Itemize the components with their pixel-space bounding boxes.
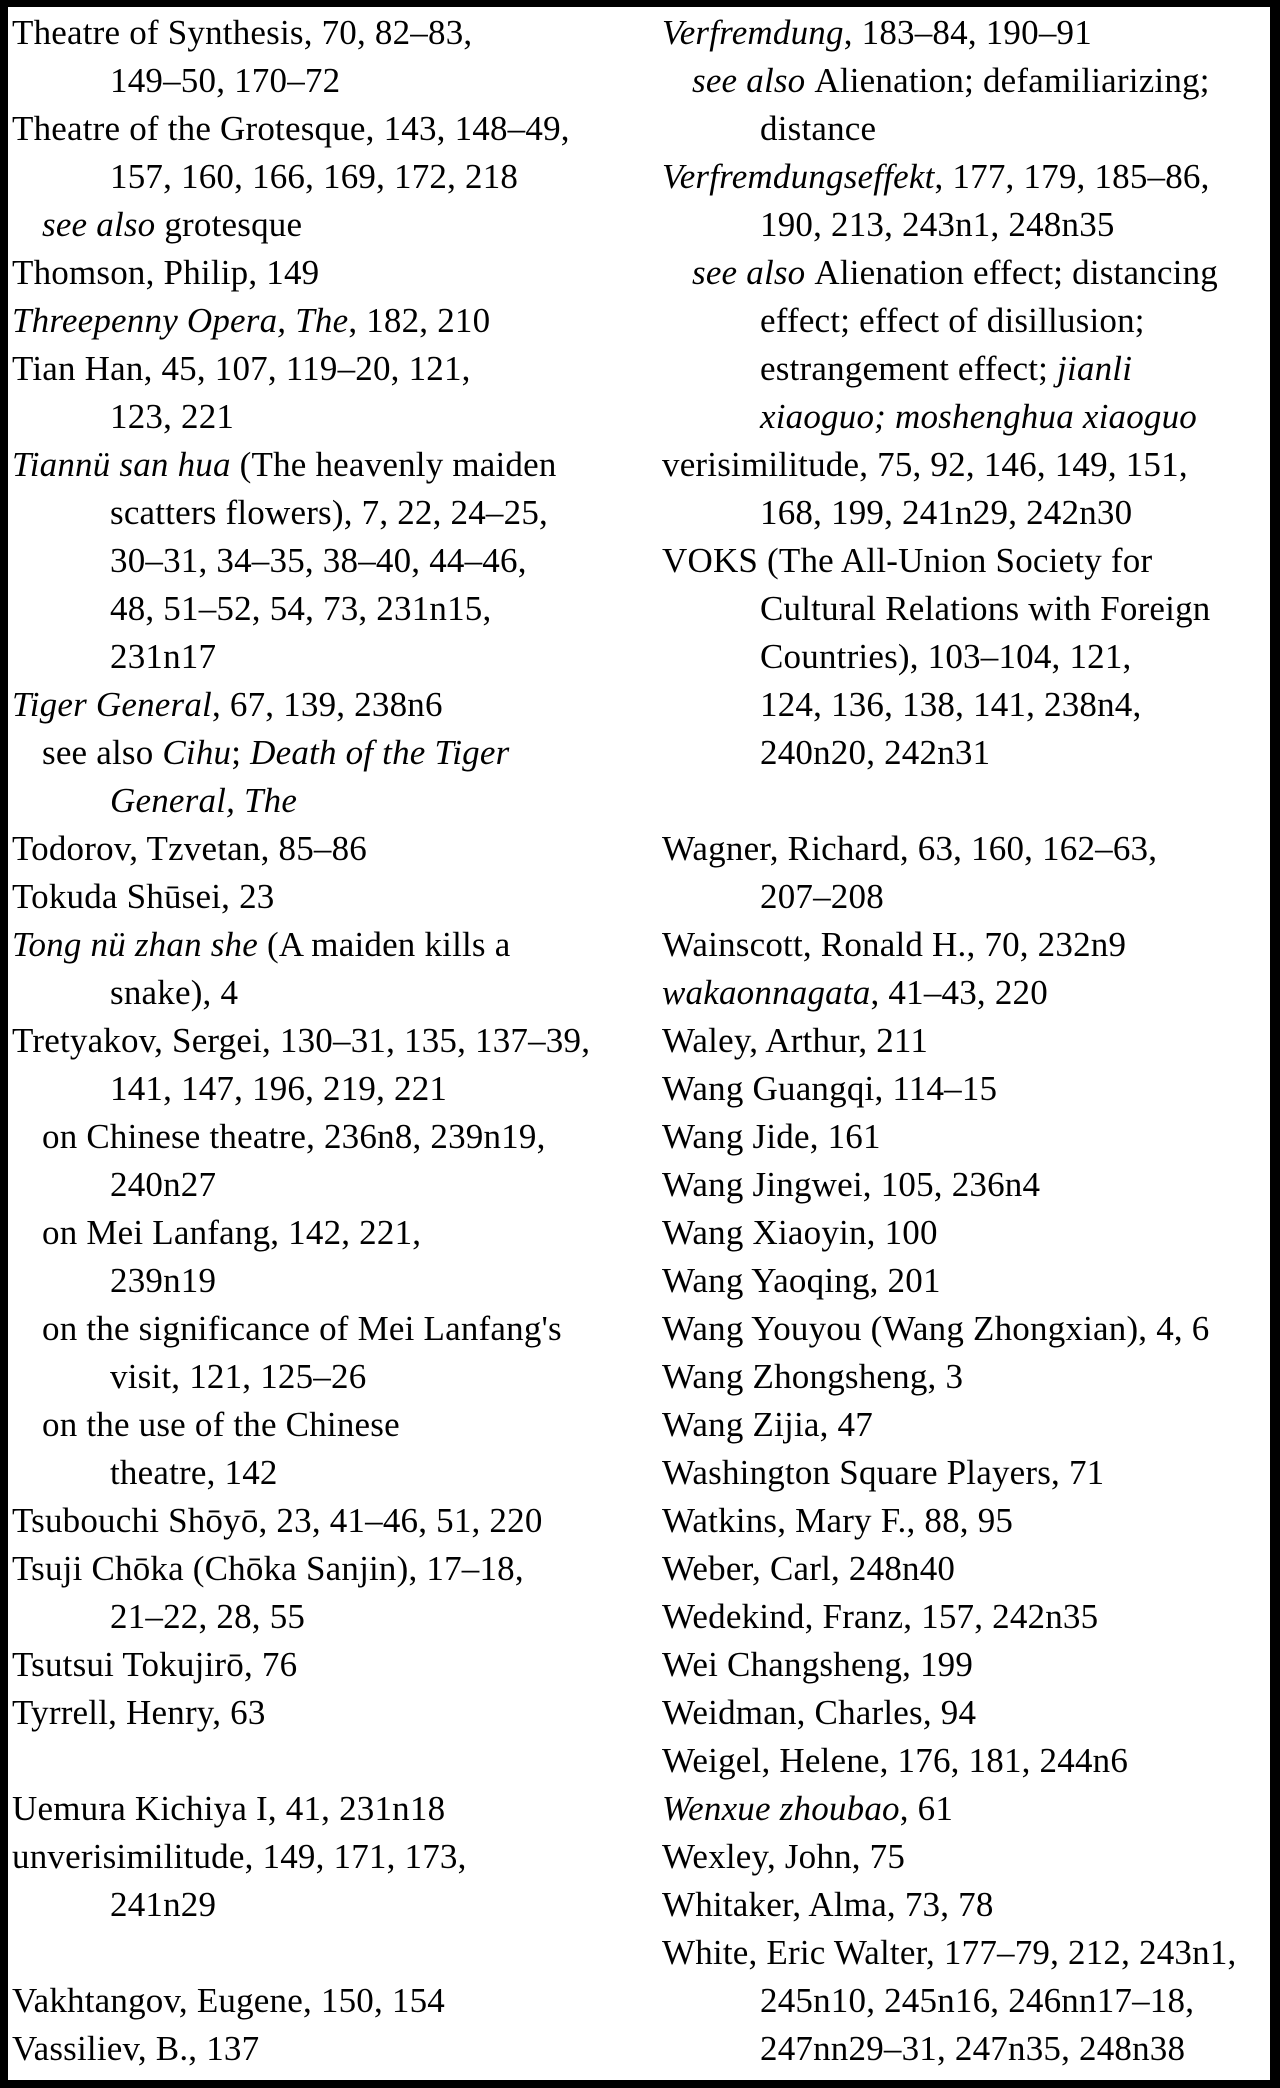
index-text: 157, 160, 166, 169, 172, 218 [110,157,519,196]
index-line [662,393,1270,441]
index-text: Wang Yaoqing, 201 [662,1261,941,1300]
index-text-italic: Wenxue zhoubao [662,1789,900,1828]
index-text: unverisimilitude, 149, 171, 173, [12,1837,467,1876]
index-text: 207–208 [760,877,884,916]
index-text: 239n19 [110,1261,217,1300]
index-line [12,1833,658,1881]
index-line [662,1929,1270,1977]
index-text: 247nn29–31, 247n35, 248n38 [760,2029,1186,2068]
index-text: Cultural Relations with Foreign [760,589,1211,628]
index-text: 245n10, 245n16, 246nn17–18, [760,1981,1195,2020]
index-line [12,681,658,729]
index-line [12,1161,658,1209]
index-line [662,1305,1270,1353]
index-text-italic: Verfremdungseffekt [662,157,935,196]
index-line [662,1785,1270,1833]
index-text: estrangement effect; [760,349,1058,388]
index-text: , 182, 210 [348,301,491,340]
index-text: Theatre of Synthesis, 70, 82–83, [12,13,473,52]
index-line [12,1689,658,1737]
index-text: Tokuda Shūsei, 23 [12,877,275,916]
index-text: Vakhtangov, Eugene, 150, 154 [12,1981,445,2020]
index-line [12,921,658,969]
index-line [12,1785,658,1833]
index-text: 190, 213, 243n1, 248n35 [760,205,1115,244]
index-line [662,1065,1270,1113]
index-text-italic: General, The [110,781,298,820]
index-line [662,1497,1270,1545]
index-line [662,825,1270,873]
index-line [662,249,1270,297]
index-text: Todorov, Tzvetan, 85–86 [12,829,367,868]
index-text: 240n27 [110,1165,217,1204]
index-text-italic: Cihu [162,733,232,772]
index-text: Tretyakov, Sergei, 130–31, 135, 137–39, [12,1021,591,1060]
index-line [12,1641,658,1689]
index-text: 231n17 [110,637,217,676]
index-line [662,1401,1270,1449]
index-text: , 61 [899,1789,954,1828]
index-text: 124, 136, 138, 141, 238n4, [760,685,1142,724]
index-line [662,969,1270,1017]
index-line [12,1401,658,1449]
index-line [12,201,658,249]
index-text-italic: Threepenny Opera, The [12,301,349,340]
index-text: Whitaker, Alma, 73, 78 [662,1885,994,1924]
index-text: verisimilitude, 75, 92, 146, 149, 151, [662,445,1188,484]
index-text: 30–31, 34–35, 38–40, 44–46, [110,541,527,580]
index-text: Tsuji Chōka (Chōka Sanjin), 17–18, [12,1549,524,1588]
index-text-italic: Tiger General [12,685,212,724]
index-text: on the use of the Chinese [42,1405,400,1444]
index-line [662,681,1270,729]
index-line [662,1689,1270,1737]
index-text: (The heavenly maiden [239,445,557,484]
index-line [12,585,658,633]
index-line [662,9,1270,57]
index-text: Weidman, Charles, 94 [662,1693,977,1732]
index-line [662,201,1270,249]
index-line [12,297,658,345]
index-text: Thomson, Philip, 149 [12,253,320,292]
blank-line [12,1737,658,1785]
index-text-italic: see also [42,205,165,244]
index-line [662,921,1270,969]
index-text-italic: Verfremdung [662,13,844,52]
index-line [12,1353,658,1401]
index-line [12,969,658,1017]
index-column-right [662,9,1270,2073]
index-line [662,1209,1270,1257]
index-text: Tsubouchi Shōyō, 23, 41–46, 51, 220 [12,1501,543,1540]
index-text: on Chinese theatre, 236n8, 239n19, [42,1117,546,1156]
index-line [12,537,658,585]
index-text: Wei Changsheng, 199 [662,1645,974,1684]
index-line [12,441,658,489]
index-line [12,1881,658,1929]
index-line [662,1545,1270,1593]
index-text: 149–50, 170–72 [110,61,341,100]
index-text: Watkins, Mary F., 88, 95 [662,1501,1014,1540]
index-text-italic: jianli [1057,349,1133,388]
index-text: see also [42,733,163,772]
index-line [662,537,1270,585]
index-line [662,1017,1270,1065]
index-line [662,1833,1270,1881]
index-text-italic: Tong nü zhan she [12,925,267,964]
index-text: White, Eric Walter, 177–79, 212, 243n1, [662,1933,1237,1972]
index-text: Tsutsui Tokujirō, 76 [12,1645,298,1684]
index-text: Wexley, John, 75 [662,1837,906,1876]
index-text: (A maiden kills a [266,925,511,964]
index-line [662,489,1270,537]
index-text: Weber, Carl, 248n40 [662,1549,956,1588]
index-text: 21–22, 28, 55 [110,1597,306,1636]
index-line [662,105,1270,153]
index-line [662,1641,1270,1689]
index-text: ; [231,733,251,772]
index-line [662,1449,1270,1497]
index-text: 241n29 [110,1885,217,1924]
index-line [662,57,1270,105]
index-line [12,345,658,393]
index-text: Wang Youyou (Wang Zhongxian), 4, 6 [662,1309,1210,1348]
index-line [12,1209,658,1257]
index-line [12,1257,658,1305]
index-line [12,825,658,873]
index-line [662,297,1270,345]
index-line [662,2025,1270,2073]
index-text: Wang Jide, 161 [662,1117,881,1156]
page-paper [8,7,1270,2080]
index-text: Tian Han, 45, 107, 119–20, 121, [12,349,471,388]
index-line [12,249,658,297]
index-text-italic: wakaonnagata [662,973,871,1012]
index-text: Wagner, Richard, 63, 160, 162–63, [662,829,1158,868]
index-line [12,153,658,201]
index-text: Wang Guangqi, 114–15 [662,1069,998,1108]
index-text-italic: Tiannü san hua [12,445,240,484]
index-text: Alienation effect; distancing [814,253,1218,292]
index-text: VOKS (The All-Union Society for [662,541,1153,580]
index-line [662,1257,1270,1305]
index-text: 123, 221 [110,397,235,436]
index-line [662,1737,1270,1785]
index-line [662,1977,1270,2025]
index-text: scatters flowers), 7, 22, 24–25, [110,493,548,532]
index-line [662,153,1270,201]
index-text: Uemura Kichiya I, 41, 231n18 [12,1789,446,1828]
index-line [12,489,658,537]
index-text: 168, 199, 241n29, 242n30 [760,493,1133,532]
index-line [12,1497,658,1545]
index-line [12,1449,658,1497]
index-text-italic: see also [692,61,815,100]
index-column-left [12,9,658,2073]
index-text-italic: Death of the Tiger [250,733,510,772]
index-text: , 67, 139, 238n6 [211,685,443,724]
index-text: on the significance of Mei Lanfang's [42,1309,562,1348]
index-line [12,9,658,57]
index-text: , 177, 179, 185–86, [934,157,1210,196]
index-text: Countries), 103–104, 121, [760,637,1132,676]
index-line [12,105,658,153]
index-text: Wang Jingwei, 105, 236n4 [662,1165,1041,1204]
index-line [12,1593,658,1641]
index-text: Wang Zhongsheng, 3 [662,1357,964,1396]
index-text: on Mei Lanfang, 142, 221, [42,1213,422,1252]
index-text: visit, 121, 125–26 [110,1357,367,1396]
index-text: Theatre of the Grotesque, 143, 148–49, [12,109,570,148]
index-text: grotesque [164,205,303,244]
index-text: 141, 147, 196, 219, 221 [110,1069,448,1108]
index-text: Wedekind, Franz, 157, 242n35 [662,1597,1099,1636]
index-line [662,729,1270,777]
index-text: Tyrrell, Henry, 63 [12,1693,266,1732]
index-line [662,1113,1270,1161]
index-line [662,873,1270,921]
blank-line [12,1929,658,1977]
index-text: theatre, 142 [110,1453,278,1492]
index-text: Alienation; defamiliarizing; [814,61,1210,100]
index-text: Wang Zijia, 47 [662,1405,873,1444]
index-text: Washington Square Players, 71 [662,1453,1105,1492]
index-line [12,393,658,441]
index-line [12,1305,658,1353]
index-text: effect; effect of disillusion; [760,301,1145,340]
index-line [662,1881,1270,1929]
index-line [662,345,1270,393]
index-line [662,585,1270,633]
index-line [662,633,1270,681]
index-line [12,777,658,825]
index-text: , 41–43, 220 [870,973,1048,1012]
index-line [12,1113,658,1161]
index-text: 240n20, 242n31 [760,733,991,772]
index-line [662,1593,1270,1641]
blank-line [662,777,1270,825]
index-line [662,1161,1270,1209]
index-text: Waley, Arthur, 211 [662,1021,929,1060]
index-text: Vassiliev, B., 137 [12,2029,260,2068]
index-line [12,1977,658,2025]
index-text: Weigel, Helene, 176, 181, 244n6 [662,1741,1129,1780]
index-line [12,2025,658,2073]
index-line [12,1017,658,1065]
index-text: 48, 51–52, 54, 73, 231n15, [110,589,492,628]
index-text-italic: see also [692,253,815,292]
index-text-italic: xiaoguo; moshenghua xiaoguo [760,397,1198,436]
index-line [12,1065,658,1113]
index-line [662,1353,1270,1401]
index-line [12,57,658,105]
index-text: snake), 4 [110,973,239,1012]
index-line [12,873,658,921]
index-line [12,729,658,777]
index-text: , 183–84, 190–91 [843,13,1092,52]
index-text: Wainscott, Ronald H., 70, 232n9 [662,925,1127,964]
index-line [12,1545,658,1593]
index-text: Wang Xiaoyin, 100 [662,1213,938,1252]
index-line [12,633,658,681]
index-line [662,441,1270,489]
index-text: distance [760,109,877,148]
